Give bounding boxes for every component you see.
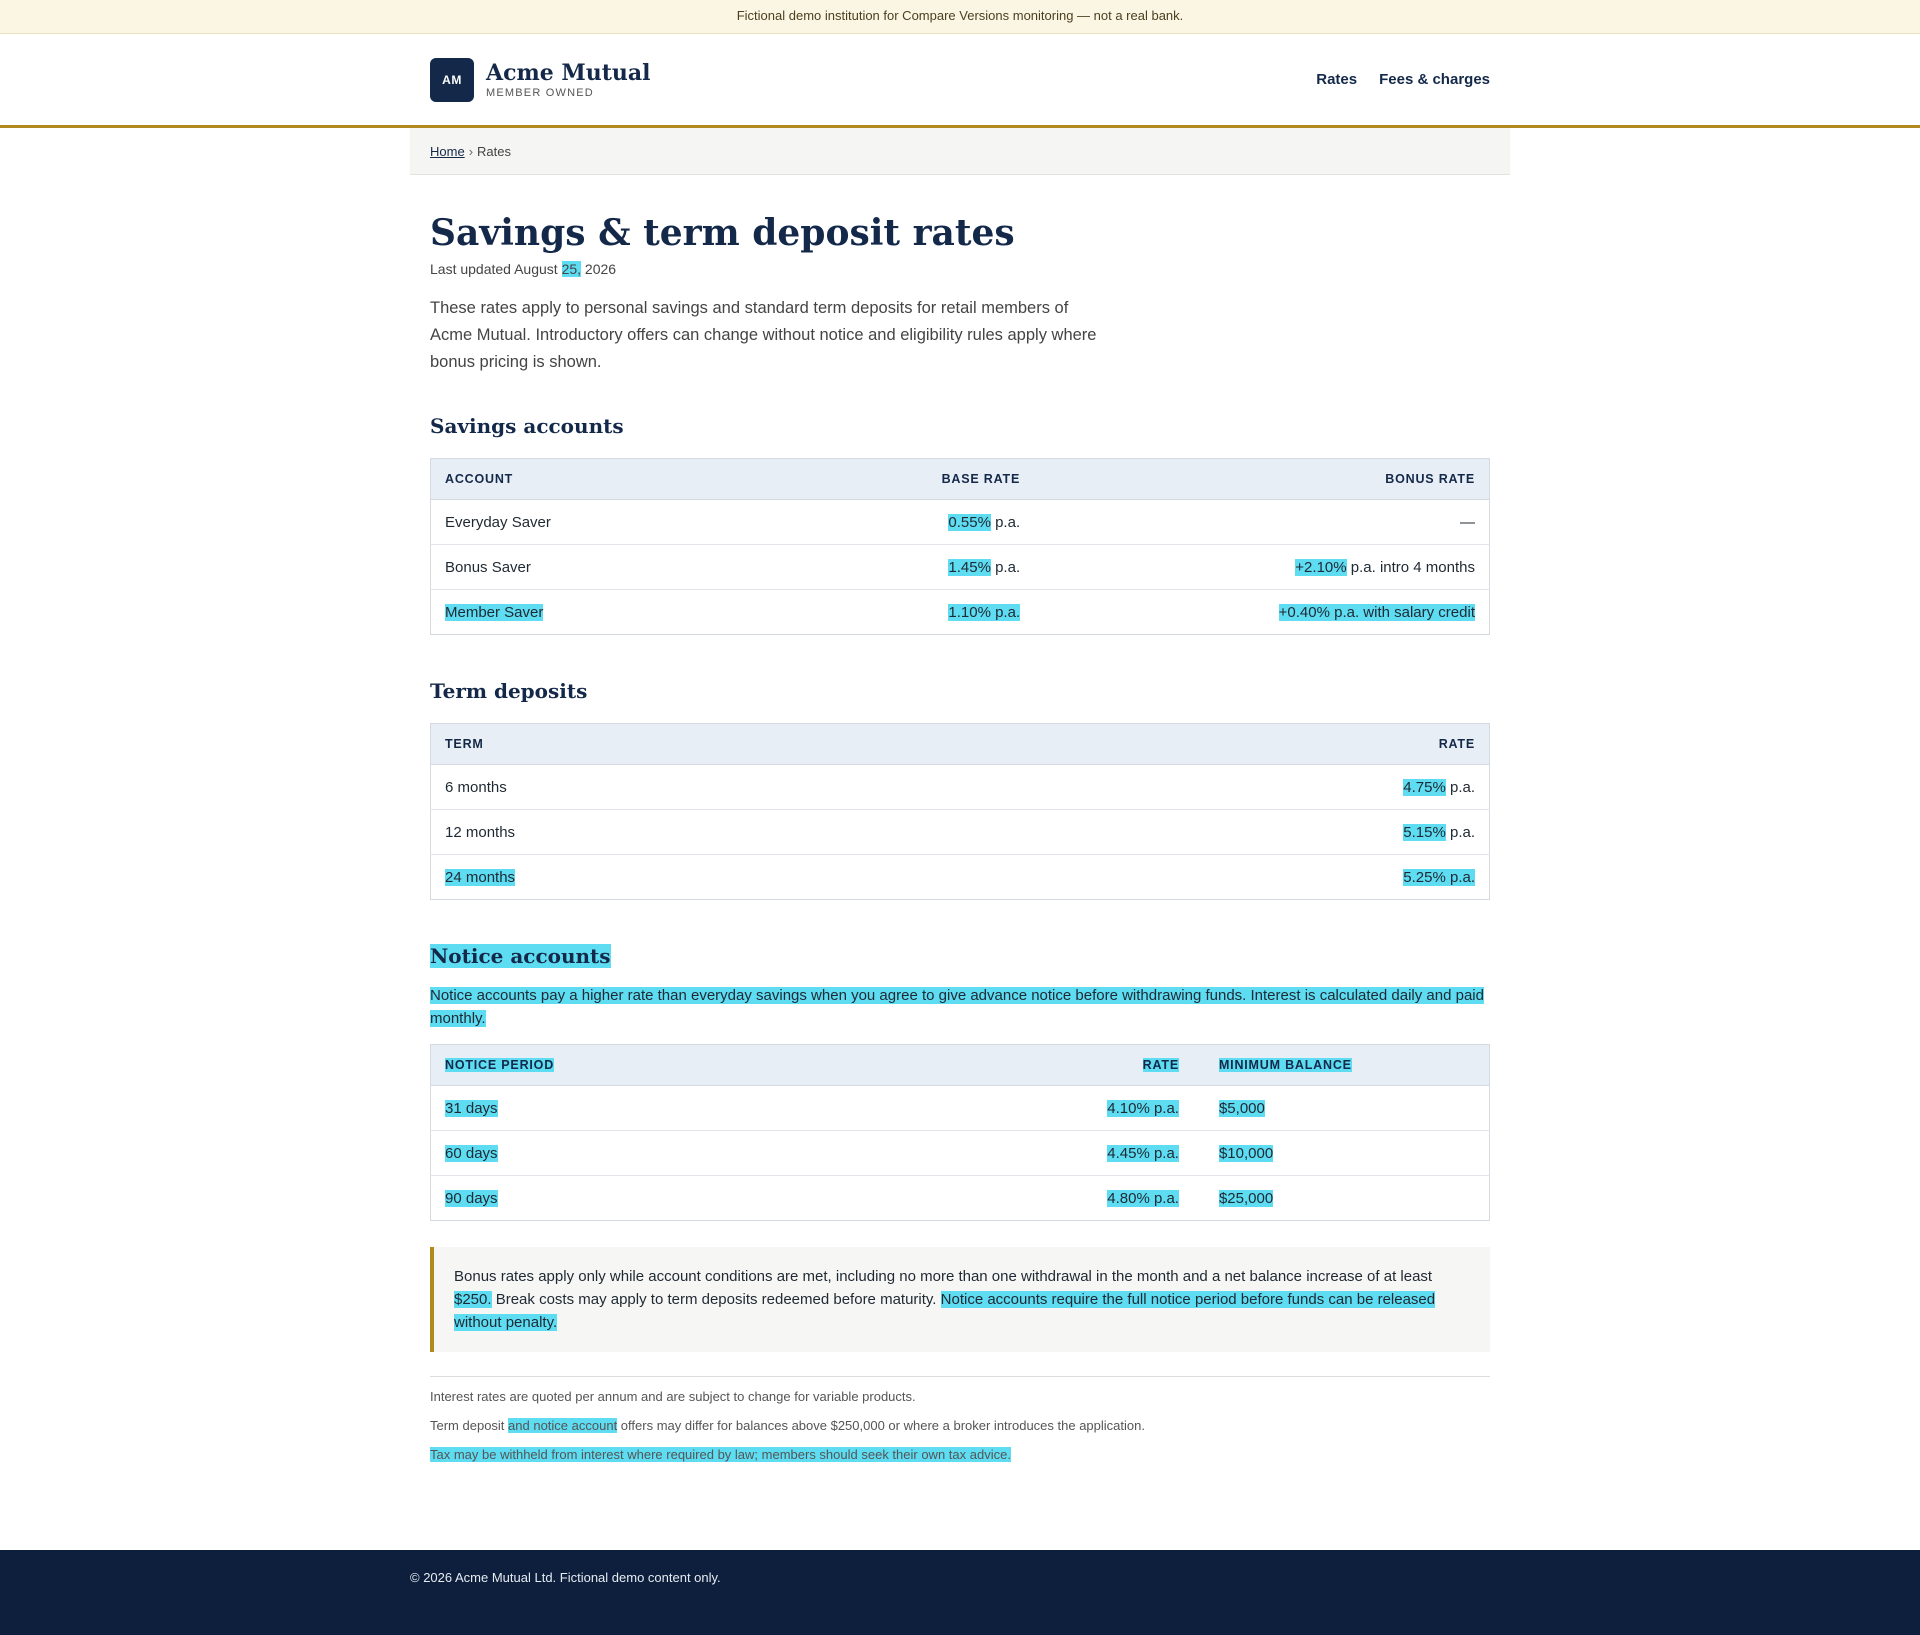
term-rate-value: 4.75%: [1403, 778, 1446, 796]
nav-fees-link[interactable]: Fees & charges: [1379, 71, 1490, 88]
main-nav: [1316, 71, 1490, 88]
nav-rates-link[interactable]: Rates: [1316, 71, 1358, 88]
bonus-conditions-callout: [430, 1247, 1490, 1352]
term-rate: [956, 810, 1490, 855]
notice-period: [431, 1086, 1066, 1131]
col-notice-period-text: NOTICE PERIOD: [445, 1058, 555, 1072]
brand-name: Acme Mutual: [486, 59, 651, 86]
account-name: [431, 590, 876, 635]
notice-table-header: [431, 1045, 1490, 1086]
site-footer: [0, 1550, 1920, 1635]
page-title: Savings & term deposit rates: [430, 212, 1015, 254]
term-rate: [956, 765, 1490, 810]
notice-rate: [1066, 1086, 1193, 1131]
demo-banner-text: Fictional demo institution for Compare Versions monitoring — not a real bank.: [736, 8, 1184, 23]
notice-section-title: [430, 944, 1490, 968]
term-rate-suffix: p.a.: [1445, 778, 1475, 796]
term-rate-value: 5.15%: [1403, 823, 1446, 841]
term-rate: [956, 855, 1490, 900]
fine-print-2: [430, 1418, 1490, 1434]
last-updated-year: 2026: [584, 261, 617, 277]
header-inner: [430, 34, 1490, 125]
brand-text: [486, 60, 651, 100]
brand[interactable]: [430, 58, 651, 102]
base-rate-value: 0.55%: [948, 513, 991, 531]
callout-amount: $250.: [454, 1291, 492, 1308]
base-rate: [875, 500, 1034, 545]
footer-text: © 2026 Acme Mutual Ltd. Fictional demo content only.: [410, 1570, 721, 1585]
notice-rate-text: 4.10% p.a.: [1107, 1099, 1179, 1117]
bonus-rate: [1034, 545, 1489, 590]
table-row: [431, 1131, 1490, 1176]
bonus-rate-value: +0.40% p.a. with salary credit: [1278, 603, 1475, 621]
term-table: [430, 723, 1490, 900]
notice-rate: [1066, 1131, 1193, 1176]
term-rate-suffix: p.a.: [1445, 823, 1475, 841]
fine-print-3-text: Tax may be withheld from interest where required by law; members should seek their own tax advice.: [430, 1447, 1011, 1462]
notice-period: [431, 1176, 1066, 1221]
demo-banner: [0, 0, 1920, 34]
callout-part1: Bonus rates apply only while account conditions are met, including no more than one withdrawal in the month and a net balance increase of at least: [454, 1268, 1433, 1285]
table-row: [431, 765, 1490, 810]
savings-table-header: [431, 459, 1490, 500]
notice-rate: [1066, 1176, 1193, 1221]
fine-print: [430, 1376, 1490, 1463]
col-min-balance: [1193, 1045, 1490, 1086]
notice-period-text: 90 days: [445, 1189, 498, 1207]
notice-rate-text: 4.45% p.a.: [1107, 1144, 1179, 1162]
fine-print-1: Interest rates are quoted per annum and are subject to change for variable products.: [430, 1389, 916, 1404]
min-balance-text: $5,000: [1218, 1099, 1265, 1117]
notice-section-title-text: Notice accounts: [430, 944, 611, 968]
table-row: [431, 545, 1490, 590]
last-updated-prefix: Last updated August: [430, 261, 558, 277]
min-balance: [1193, 1176, 1490, 1221]
intro-text: These rates apply to personal savings and standard term deposits for retail members of Acme Mutual. Introductory offers can change without notice and eligibility rules apply where bonus pricing is shown.: [430, 299, 1097, 371]
min-balance: [1193, 1086, 1490, 1131]
table-row: [431, 1086, 1490, 1131]
account-name: Bonus Saver: [431, 545, 876, 590]
last-updated-day: 25,: [561, 261, 582, 277]
breadcrumb-separator: ›: [468, 143, 474, 159]
min-balance: [1193, 1131, 1490, 1176]
main-content: [430, 175, 1490, 1463]
fine-print-2b: and notice account: [508, 1418, 618, 1433]
account-name-text: Member Saver: [445, 603, 544, 621]
min-balance-text: $25,000: [1218, 1189, 1274, 1207]
base-rate-value: 1.10% p.a.: [948, 603, 1021, 621]
notice-period-text: 60 days: [445, 1144, 498, 1162]
base-rate: [875, 590, 1034, 635]
brand-tagline: MEMBER OWNED: [486, 86, 594, 99]
breadcrumb-home-link[interactable]: Home: [430, 143, 465, 159]
breadcrumb: [410, 128, 1510, 175]
min-balance-text: $10,000: [1218, 1144, 1274, 1162]
base-rate: [875, 545, 1034, 590]
term-table-header: [431, 724, 1490, 765]
term-rate-value: 5.25% p.a.: [1403, 868, 1475, 886]
table-row: [431, 855, 1490, 900]
last-updated: [430, 261, 1490, 277]
callout-part3: Notice accounts require the full notice period before funds can be released without penalty.: [454, 1291, 1436, 1331]
col-min-balance-text: MINIMUM BALANCE: [1218, 1058, 1352, 1072]
table-row: [431, 500, 1490, 545]
bonus-rate: [1034, 590, 1489, 635]
notice-description-text: Notice accounts pay a higher rate than everyday savings when you agree to give advance notice before withdrawing funds. Interest is calculated daily and paid monthly.: [430, 987, 1484, 1027]
table-row: [431, 590, 1490, 635]
col-rate: RATE: [956, 724, 1490, 765]
col-notice-period: [431, 1045, 1066, 1086]
term-length: 6 months: [431, 765, 956, 810]
base-rate-value: 1.45%: [948, 558, 991, 576]
savings-table: [430, 458, 1490, 635]
notice-table: [430, 1044, 1490, 1221]
col-notice-rate-text: RATE: [1142, 1058, 1179, 1072]
col-account: ACCOUNT: [431, 459, 876, 500]
notice-rate-text: 4.80% p.a.: [1107, 1189, 1179, 1207]
fine-print-2a: Term deposit: [430, 1418, 509, 1433]
brand-logo-icon: AM: [430, 58, 474, 102]
term-length: [431, 855, 956, 900]
breadcrumb-current: Rates: [477, 143, 511, 159]
term-section-title: Term deposits: [430, 679, 588, 703]
col-term: TERM: [431, 724, 956, 765]
table-row: [431, 810, 1490, 855]
col-base-rate: BASE RATE: [875, 459, 1034, 500]
notice-period: [431, 1131, 1066, 1176]
bonus-rate: —: [1034, 500, 1489, 545]
callout-part2: Break costs may apply to term deposits redeemed before maturity.: [491, 1291, 941, 1308]
fine-print-3: [430, 1447, 1490, 1463]
savings-section-title: Savings accounts: [430, 414, 624, 438]
term-length: 12 months: [431, 810, 956, 855]
notice-period-text: 31 days: [445, 1099, 498, 1117]
term-length-text: 24 months: [445, 868, 516, 886]
base-rate-suffix: p.a.: [990, 558, 1021, 576]
col-notice-rate: [1066, 1045, 1193, 1086]
table-row: [431, 1176, 1490, 1221]
bonus-rate-suffix: p.a. intro 4 months: [1346, 558, 1475, 576]
site-header: [0, 34, 1920, 128]
fine-print-2c: offers may differ for balances above $250,000 or where a broker introduces the application.: [617, 1418, 1145, 1433]
base-rate-suffix: p.a.: [990, 513, 1021, 531]
bonus-rate-value: +2.10%: [1295, 558, 1347, 576]
notice-description: [430, 984, 1490, 1030]
account-name: Everyday Saver: [431, 500, 876, 545]
col-bonus-rate: BONUS RATE: [1034, 459, 1489, 500]
